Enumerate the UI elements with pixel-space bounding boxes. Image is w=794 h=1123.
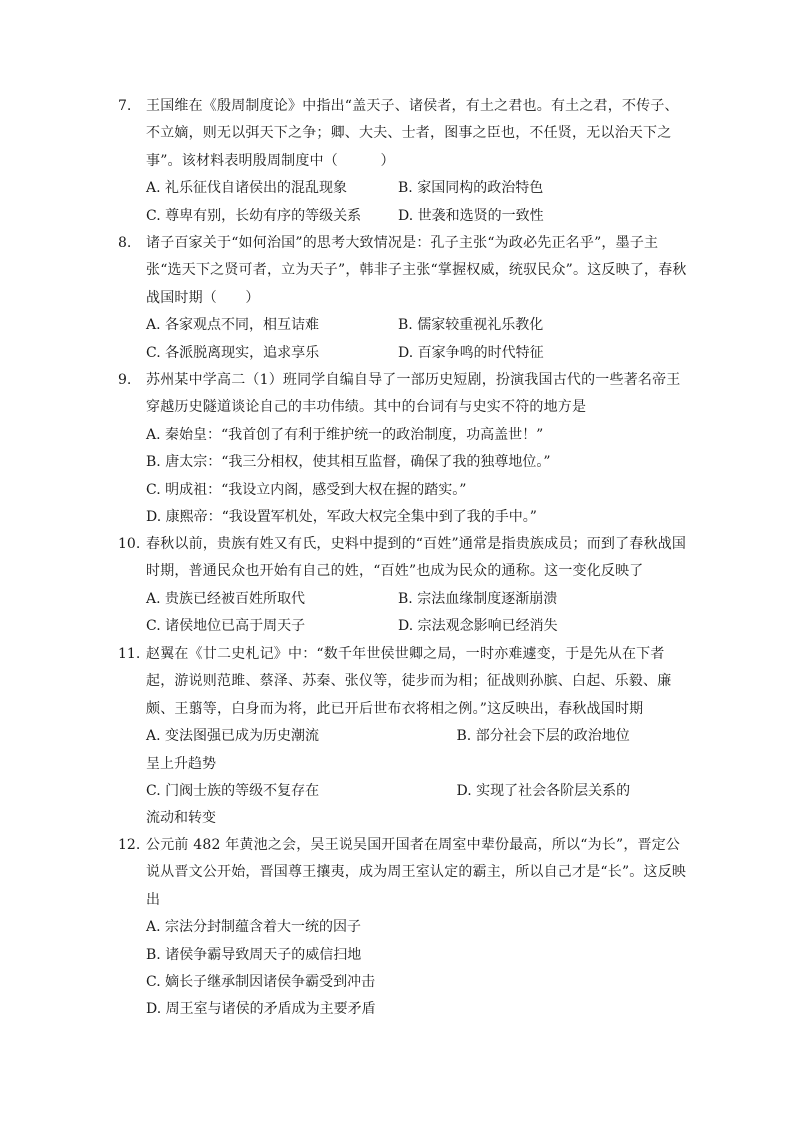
option-b[interactable]: B. 部分社会下层的政治地位	[456, 728, 630, 745]
question-stem: 公元前 482 年黄池之会，吴王说吴国开国者在周室中辈份最高，所以“为长”，晋定公说从晋文公开始，晋国尊王攘夷，成为周王室认定的霸主，所以自己才是“长”。这反映出	[146, 837, 687, 908]
question-stem: 苏州某中学高二（1）班同学自编自导了一部历史短剧，扮演我国古代的一些著名帝王穿越历史隧道谈论自己的丰功伟绩。其中的台词有与史实不符的地方是	[146, 372, 681, 416]
option-c[interactable]: C. 各派脱离现实，追求享乐	[146, 344, 320, 361]
question-number: 12.	[118, 837, 141, 853]
option-b[interactable]: B. 唐太宗：“我三分相权，使其相互监督，确保了我的独尊地位。”	[146, 454, 551, 471]
option-c[interactable]: C. 嫡长子继承制因诸侯争霸受到冲击	[146, 974, 376, 991]
option-a[interactable]: A. 秦始皇：“我首创了有利于维护统一的政治制度，功高盖世！”	[146, 426, 544, 443]
question-stem: 诸子百家关于“如何治国”的思考大致情况是：孔子主张“为政必先正名乎”，墨子主张“选天下之贤可者，立为天子”，韩非子主张“掌握权威，统驭民众”。这反映了，春秋战国时期（ ）	[146, 235, 687, 306]
question-7	[118, 93, 688, 230]
option-d[interactable]: D. 世袭和选贤的一致性	[398, 207, 544, 224]
options	[146, 586, 688, 641]
option-d[interactable]: D. 实现了社会各阶层关系的	[456, 783, 631, 800]
option-c[interactable]: C. 诸侯地位已高于周天子	[146, 618, 306, 635]
option-c[interactable]: C. 门阀士族的等级不复存在	[146, 783, 320, 800]
options	[146, 914, 688, 1024]
question-number: 7.	[118, 98, 132, 114]
option-d[interactable]: D. 宗法观念影响已经消失	[398, 618, 558, 635]
question-11	[118, 641, 688, 833]
options	[146, 723, 688, 833]
option-c[interactable]: C. 明成祖：“我设立内阁，感受到大权在握的踏实。”	[146, 481, 467, 498]
question-8	[118, 230, 688, 367]
question-number: 10.	[118, 536, 141, 552]
question-12	[118, 832, 688, 1024]
option-d[interactable]: D. 周王室与诸侯的矛盾成为主要矛盾	[146, 1001, 376, 1018]
option-a[interactable]: A. 礼乐征伐自诸侯出的混乱现象	[146, 180, 348, 197]
option-d[interactable]: D. 康熙帝：“我设置军机处，军政大权完全集中到了我的手中。”	[146, 509, 537, 526]
option-d-continuation: 流动和转变	[146, 810, 216, 827]
option-b[interactable]: B. 家国同构的政治特色	[398, 180, 544, 197]
question-stem: 王国维在《殷周制度论》中指出“盖天子、诸侯者，有土之君也。有土之君，不传子、不立嫡，则无以弭天下之争；卿、大夫、士者，图事之臣也，不任贤，无以治天下之事”。该材料表明殷周制度中（ ）	[146, 98, 679, 169]
option-d[interactable]: D. 百家争鸣的时代特征	[398, 344, 544, 361]
option-b-continuation: 呈上升趋势	[146, 755, 216, 772]
question-10	[118, 531, 688, 641]
question-number: 11.	[118, 646, 141, 662]
options	[146, 175, 688, 230]
options	[146, 422, 688, 532]
option-a[interactable]: A. 贵族已经被百姓所取代	[146, 590, 306, 607]
option-a[interactable]: A. 变法图强已成为历史潮流	[146, 728, 320, 745]
option-a[interactable]: A. 各家观点不同，相互诘难	[146, 317, 320, 334]
question-9	[118, 367, 688, 531]
question-number: 9.	[118, 372, 132, 388]
options	[146, 312, 688, 367]
option-c[interactable]: C. 尊卑有别，长幼有序的等级关系	[146, 207, 362, 224]
option-a[interactable]: A. 宗法分封制蕴含着大一统的因子	[146, 919, 362, 936]
option-b[interactable]: B. 儒家较重视礼乐教化	[398, 317, 544, 334]
question-number: 8.	[118, 235, 132, 251]
question-stem: 春秋以前，贵族有姓又有氏，史料中提到的“百姓”通常是指贵族成员；而到了春秋战国时期，普通民众也开始有自己的姓，“百姓”也成为民众的通称。这一变化反映了	[146, 536, 687, 580]
option-b[interactable]: B. 诸侯争霸导致周天子的威信扫地	[146, 946, 362, 963]
question-stem: 赵翼在《廿二史札记》中：“数千年世侯世卿之局，一时亦难遽变，于是先从在下者起，游说则范雎、蔡泽、苏秦、张仪等，徒步而为相；征战则孙膑、白起、乐毅、廉颇、王翦等，白身而为将，此已开后世布衣将相之例。”这反映出，春秋战国时期	[146, 646, 672, 717]
option-b[interactable]: B. 宗法血缘制度逐渐崩溃	[398, 590, 558, 607]
